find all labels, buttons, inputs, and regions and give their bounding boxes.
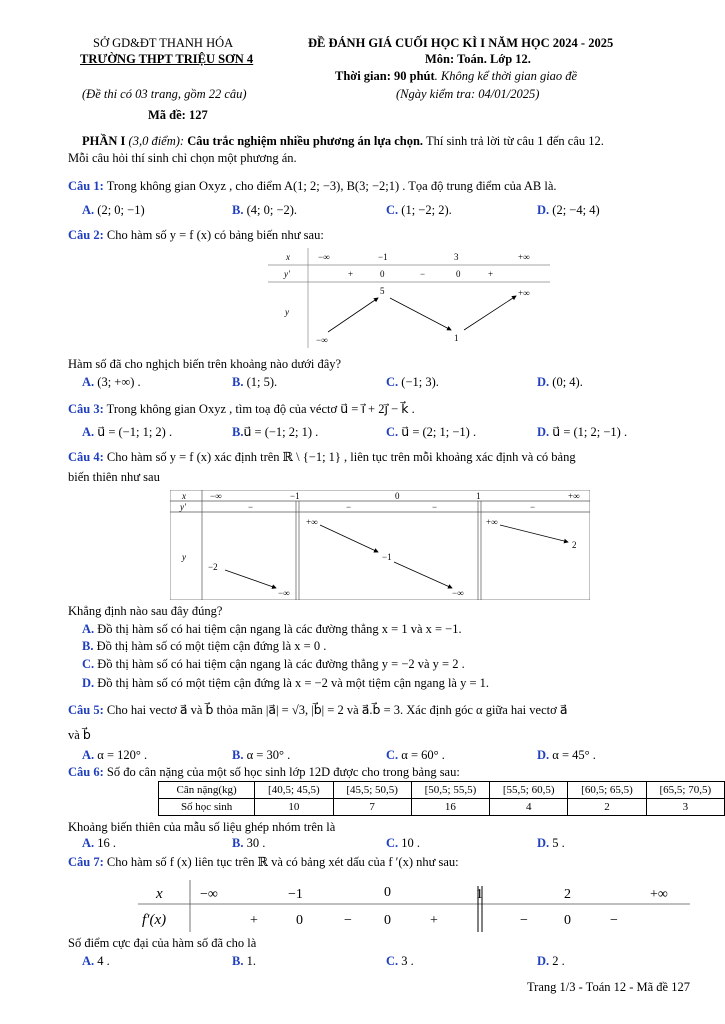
- q4-option-d[interactable]: [82, 676, 489, 691]
- time-label: Thời gian: 90 phút: [335, 69, 435, 83]
- vt2-s2: −: [420, 269, 426, 279]
- vt4-x-label: x: [182, 491, 186, 501]
- vt2-y-label: y: [285, 307, 289, 317]
- letter: C.: [386, 425, 399, 439]
- vt2-s4: +: [488, 269, 494, 279]
- q6-frequency-table: [158, 781, 725, 816]
- q6-option-b[interactable]: [232, 836, 265, 851]
- dept-name: SỞ GD&ĐT THANH HÓA: [93, 36, 234, 50]
- table-row: [159, 799, 725, 816]
- q3-option-d[interactable]: [537, 424, 627, 440]
- vt7-s0: +: [250, 913, 258, 928]
- letter: B.: [232, 836, 244, 850]
- vt7-x-label: x: [156, 886, 163, 902]
- q6-option-d[interactable]: [537, 836, 565, 851]
- q3-label: Câu 3:: [68, 402, 104, 416]
- q4-label: Câu 4:: [68, 450, 104, 464]
- count-cell: 10: [255, 799, 333, 816]
- vt4-v6: +∞: [486, 517, 498, 527]
- q7-option-a[interactable]: [82, 954, 110, 969]
- q3-option-a[interactable]: [82, 424, 172, 440]
- vt7-x5: +∞: [650, 887, 668, 902]
- option-text: α = 30° .: [246, 748, 291, 762]
- vt7-x1: −1: [288, 887, 303, 902]
- q2-option-a[interactable]: [82, 375, 141, 390]
- vt2-arrow1: [328, 298, 378, 332]
- vt7-s3: 0: [384, 913, 391, 928]
- count-cell: 3: [646, 799, 724, 816]
- q6-option-a[interactable]: [82, 836, 116, 851]
- letter: D.: [537, 954, 550, 968]
- letter: C.: [386, 375, 399, 389]
- vt4-s3: −: [530, 502, 536, 512]
- letter: B.: [232, 954, 244, 968]
- q4-text: [68, 449, 678, 465]
- option-text: α = 45° .: [552, 748, 596, 762]
- option-text: 10 .: [401, 836, 421, 850]
- letter: C.: [82, 657, 95, 671]
- letter: D.: [537, 836, 550, 850]
- exam-code: Mã đề: 127: [148, 108, 208, 122]
- letter: C.: [386, 748, 399, 762]
- vt2-x0: −∞: [318, 252, 330, 262]
- q5-option-a[interactable]: [82, 748, 147, 763]
- q7-text: [68, 854, 678, 870]
- vt4-x4: +∞: [568, 491, 580, 501]
- option-text: 30 .: [246, 836, 266, 850]
- letter: D.: [82, 676, 95, 690]
- count-cell: 16: [411, 799, 489, 816]
- q6-option-c[interactable]: [386, 836, 420, 851]
- vt4-arrow2: [320, 525, 378, 552]
- table-row: [159, 782, 725, 799]
- option-text: Đồ thị hàm số có một tiệm cận đứng là x = −2 và một tiệm cận ngang là y = 1.: [97, 676, 490, 690]
- letter: A.: [82, 375, 95, 389]
- q1-option-c[interactable]: [386, 203, 452, 218]
- q7-stem: Cho hàm số f (x) liên tục trên ℝ và có bảng xét dấu của f ′(x) như sau:: [106, 855, 459, 869]
- option-text: u⃗ = (−1; 2; 1) .: [243, 425, 319, 439]
- letter: B.: [82, 639, 94, 653]
- count-cell: 4: [490, 799, 568, 816]
- row-head: Cân nặng(kg): [159, 782, 255, 799]
- q4-after: Khẳng định nào sau đây đúng?: [68, 604, 223, 618]
- q4-stem: Cho hàm số y = f (x) xác định trên ℝ \ {−1; 1} , liên tục trên mỗi khoảng xác định và có bảng: [106, 450, 576, 464]
- part1-title: PHẦN I: [82, 134, 126, 148]
- letter: C.: [386, 954, 399, 968]
- vt4-v3: +∞: [306, 517, 318, 527]
- q3-text: [68, 401, 678, 417]
- vt4-x2: 0: [395, 491, 400, 501]
- letter: A.: [82, 622, 95, 636]
- q2-text: [68, 228, 678, 243]
- vt7-fp-label: f′(x): [142, 912, 167, 928]
- q1-option-a[interactable]: [82, 203, 145, 218]
- q2-option-d[interactable]: [537, 375, 583, 390]
- vt2-s1: 0: [380, 269, 385, 279]
- q4-option-b[interactable]: [82, 639, 326, 654]
- q1-stem: Trong không gian Oxyz , cho điểm A(1; 2; −3), B(3; −2;1) . Tọa độ trung điểm của AB là.: [106, 179, 557, 193]
- vt4-arrow4: [500, 525, 568, 542]
- exam-title: ĐỀ ĐÁNH GIÁ CUỐI HỌC KÌ I NĂM HỌC 2024 - 2025: [308, 36, 614, 50]
- vt4-v7: 2: [572, 540, 577, 550]
- q5-text2: và b⃗: [68, 728, 91, 742]
- letter: A.: [82, 203, 95, 217]
- vt2-x2: 3: [454, 252, 459, 262]
- q6-after: Khoảng biến thiên của mẫu số liệu ghép nhóm trên là: [68, 820, 336, 834]
- letter: B.: [232, 375, 244, 389]
- q1-option-d[interactable]: [537, 203, 600, 218]
- vt2-x3: +∞: [518, 252, 530, 262]
- q2-after: Hàm số đã cho nghịch biến trên khoảng nào dưới đây?: [68, 357, 342, 371]
- vt4-v4: −1: [382, 552, 392, 562]
- vt7-x0: −∞: [200, 887, 218, 902]
- q7-label: Câu 7:: [68, 855, 104, 869]
- option-text: 4 .: [97, 954, 110, 968]
- option-text: (2; −4; 4): [552, 203, 600, 217]
- vt4-s0: −: [248, 502, 254, 512]
- option-text: α = 120° .: [97, 748, 148, 762]
- q4-option-c[interactable]: [82, 657, 465, 672]
- q7-option-c[interactable]: [386, 954, 414, 969]
- vt2-arrow2: [390, 298, 451, 330]
- q2-option-c[interactable]: [386, 375, 439, 390]
- vt4-yp-label: y′: [180, 502, 186, 512]
- option-text: 16 .: [97, 836, 117, 850]
- q5-text: [68, 702, 678, 718]
- letter: D.: [537, 203, 550, 217]
- part1-line2: Mỗi câu hỏi thí sinh chỉ chọn một phương án.: [68, 151, 297, 165]
- part1-heading: [82, 134, 697, 149]
- q1-text: [68, 179, 678, 194]
- option-text: u⃗ = (−1; 1; 2) .: [97, 425, 173, 439]
- q1-label: Câu 1:: [68, 179, 104, 193]
- vt2-bot2: 1: [454, 333, 459, 343]
- vt7-s4: +: [430, 913, 438, 928]
- q3-stem: Trong không gian Oxyz , tìm toạ độ của véctơ u⃗ = i⃗ + 2j⃗ − k⃗ .: [103, 402, 415, 416]
- vt7-s2: −: [344, 913, 352, 928]
- option-text: (1; −2; 2).: [401, 203, 452, 217]
- q1-option-b[interactable]: [232, 203, 297, 218]
- page-footer: Trang 1/3 - Toán 12 - Mã đề 127: [526, 980, 690, 994]
- q7-sign-table: [138, 880, 690, 932]
- letter: D.: [537, 748, 550, 762]
- option-text: (3; +∞) .: [97, 375, 141, 389]
- q7-after: Số điểm cực đại của hàm số đã cho là: [68, 936, 257, 950]
- q3-option-b[interactable]: [232, 424, 318, 440]
- vt4-arrow3: [394, 562, 452, 588]
- q4-text2: biến thiên như sau: [68, 470, 160, 484]
- letter: A.: [82, 954, 95, 968]
- vt7-x3: 1: [476, 887, 483, 902]
- vt2-top2: +∞: [518, 288, 530, 298]
- q7-option-d[interactable]: [537, 954, 565, 969]
- option-text: (2; 0; −1): [97, 203, 145, 217]
- vt2-yp-label: y′: [284, 269, 290, 279]
- exam-time: [335, 69, 577, 84]
- vt7-x2: 0: [384, 885, 391, 900]
- exam-date: (Ngày kiểm tra: 04/01/2025): [396, 87, 540, 101]
- vt4-x0: −∞: [210, 491, 222, 501]
- q5-option-b[interactable]: [232, 748, 290, 763]
- class-cell: [50,5; 55,5): [411, 782, 489, 799]
- vt4-s2: −: [432, 502, 438, 512]
- exam-subject: Môn: Toán. Lớp 12.: [425, 52, 531, 66]
- time-note: . Không kể thời gian giao đề: [434, 69, 578, 83]
- part1-points: (3,0 điểm):: [125, 134, 188, 148]
- q5-stem: Cho hai vectơ a⃗ và b⃗ thỏa mãn |a⃗| = √3, |b⃗| = 2 và a⃗.b⃗ = 3. Xác định góc α giữa hai vectơ a⃗: [106, 703, 568, 717]
- letter: A.: [82, 748, 95, 762]
- option-text: u⃗ = (2; 1; −1) .: [401, 425, 477, 439]
- vt7-s7: −: [610, 913, 618, 928]
- option-text: Đồ thị hàm số có một tiệm cận đứng là x = 0 .: [96, 639, 327, 653]
- vt4-x3: 1: [476, 491, 481, 501]
- q5-option-c[interactable]: [386, 748, 445, 763]
- option-text: (0; 4).: [552, 375, 583, 389]
- option-text: 1.: [246, 954, 256, 968]
- class-cell: [40,5; 45,5): [255, 782, 333, 799]
- vt2-bot1: −∞: [316, 335, 328, 345]
- letter: B.: [232, 748, 244, 762]
- part1-desc: Câu trắc nghiệm nhiều phương án lựa chọn.: [187, 134, 424, 148]
- class-cell: [65,5; 70,5): [646, 782, 724, 799]
- option-text: (1; 5).: [246, 375, 278, 389]
- count-cell: 7: [333, 799, 411, 816]
- q4-variation-table: [170, 490, 590, 600]
- option-text: Đồ thị hàm số có hai tiệm cận ngang là các đường thẳng y = −2 và y = 2 .: [97, 657, 465, 671]
- class-cell: [45,5; 50,5): [333, 782, 411, 799]
- option-text: 2 .: [552, 954, 565, 968]
- vt2-top1: 5: [380, 286, 385, 296]
- option-text: (−1; 3).: [401, 375, 439, 389]
- q5-label: Câu 5:: [68, 703, 104, 717]
- q6-text: [68, 765, 678, 780]
- q6-label: Câu 6:: [68, 765, 104, 779]
- q4-option-a[interactable]: [82, 622, 462, 637]
- option-text: Đồ thị hàm số có hai tiệm cận ngang là các đường thẳng x = 1 và x = −1.: [97, 622, 462, 636]
- q2-stem: Cho hàm số y = f (x) có bảng biến như sau:: [106, 228, 324, 242]
- vt4-s1: −: [346, 502, 352, 512]
- vt4-v1: −2: [208, 562, 218, 572]
- q6-stem: Số đo cân nặng của một số học sinh lớp 12D được cho trong bảng sau:: [106, 765, 460, 779]
- vt4-arrow1: [225, 570, 276, 588]
- vt7-s5: −: [520, 913, 528, 928]
- exam-note: (Đề thi có 03 trang, gồm 22 câu): [82, 87, 247, 101]
- vt7-s1: 0: [296, 913, 303, 928]
- letter: A.: [82, 425, 95, 439]
- vt7-s6: 0: [564, 913, 571, 928]
- vt2-s3: 0: [456, 269, 461, 279]
- q2-option-b[interactable]: [232, 375, 277, 390]
- letter: C.: [386, 203, 399, 217]
- vt7-x4: 2: [564, 887, 571, 902]
- option-text: (4; 0; −2).: [246, 203, 298, 217]
- option-text: 3 .: [401, 954, 414, 968]
- vt4-y-label: y: [182, 552, 186, 562]
- vt2-s0: +: [348, 269, 354, 279]
- letter: B.: [232, 425, 244, 439]
- part1-rest: Thí sinh trả lời từ câu 1 đến câu 12.: [423, 134, 604, 148]
- letter: D.: [537, 425, 550, 439]
- letter: B.: [232, 203, 244, 217]
- vt4-v2: −∞: [278, 588, 290, 598]
- option-text: 5 .: [552, 836, 565, 850]
- q2-label: Câu 2:: [68, 228, 104, 242]
- q5-option-d[interactable]: [537, 748, 596, 763]
- letter: C.: [386, 836, 399, 850]
- row-head: Số học sinh: [159, 799, 255, 816]
- q3-option-c[interactable]: [386, 424, 476, 440]
- vt4-v5: −∞: [452, 588, 464, 598]
- option-text: α = 60° .: [401, 748, 445, 762]
- vt2-x-label: x: [286, 252, 290, 262]
- letter: D.: [537, 375, 550, 389]
- class-cell: [60,5; 65,5): [568, 782, 646, 799]
- q2-variation-table: [268, 248, 550, 348]
- vt4-x1: −1: [290, 491, 300, 501]
- count-cell: 2: [568, 799, 646, 816]
- vt2-x1: −1: [378, 252, 388, 262]
- class-cell: [55,5; 60,5): [490, 782, 568, 799]
- q7-option-b[interactable]: [232, 954, 256, 969]
- vt2-arrow3: [464, 296, 516, 330]
- option-text: u⃗ = (1; 2; −1) .: [552, 425, 628, 439]
- letter: A.: [82, 836, 95, 850]
- school-name: TRƯỜNG THPT TRIỆU SƠN 4: [80, 52, 254, 66]
